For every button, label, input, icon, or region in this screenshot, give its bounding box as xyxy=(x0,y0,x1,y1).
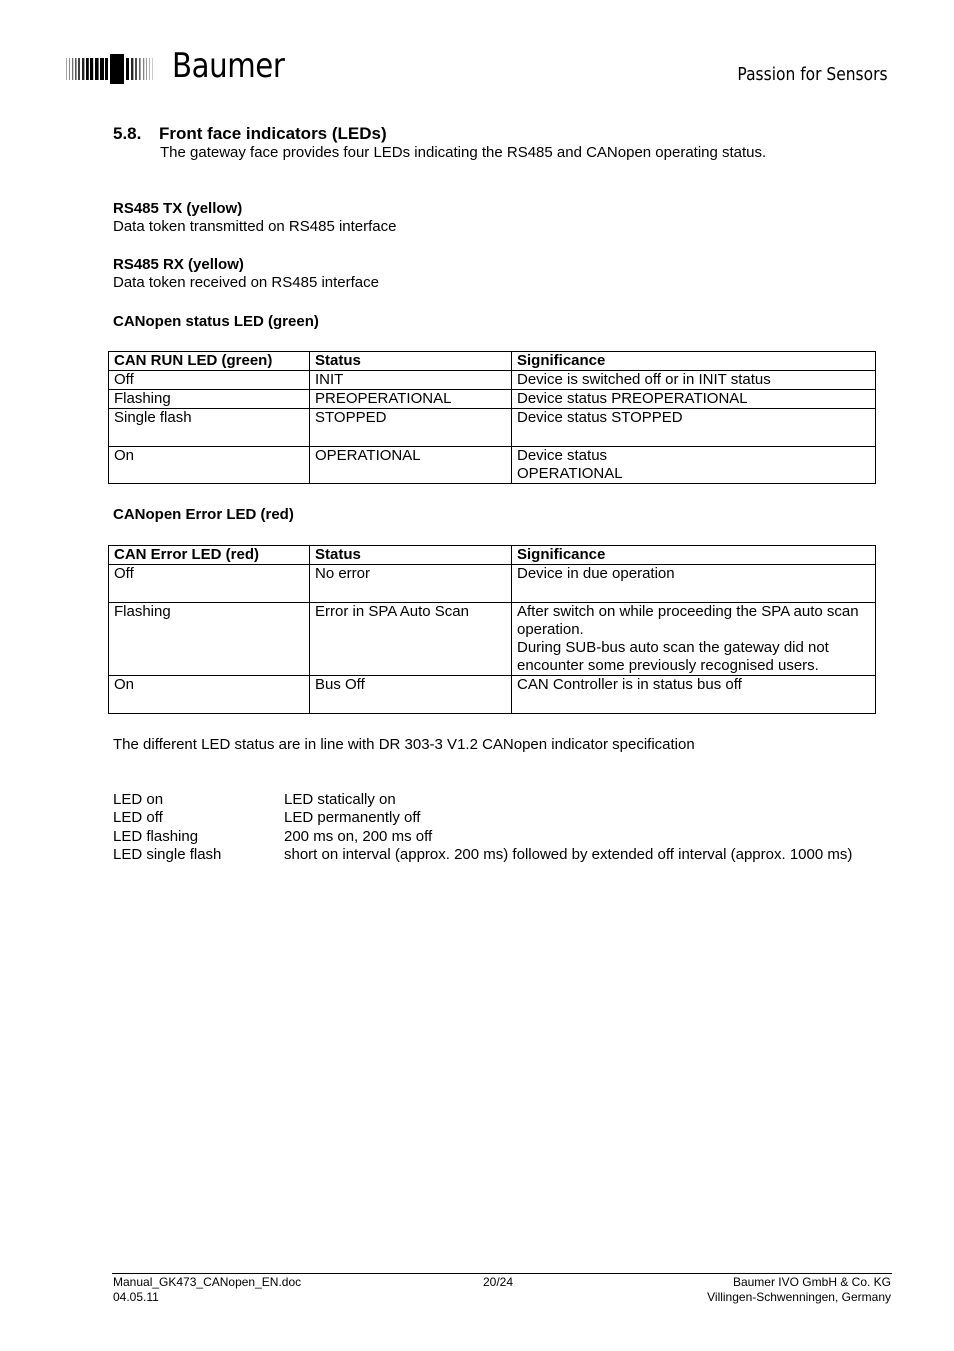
table-cell: PREOPERATIONAL xyxy=(310,390,512,409)
rs485-rx-text: Data token received on RS485 interface xyxy=(113,274,379,291)
cell-line: After switch on while proceeding the SPA auto scan operation. xyxy=(517,603,859,638)
column-header: Significance xyxy=(512,546,876,565)
baumer-logo-icon xyxy=(66,52,160,86)
column-header: Significance xyxy=(512,352,876,371)
brand-tagline: Passion for Sensors xyxy=(737,64,888,85)
definition-term: LED on xyxy=(113,791,164,808)
list-item xyxy=(113,846,873,864)
table-row xyxy=(109,447,876,484)
footer-filename: Manual_GK473_CANopen_EN.doc xyxy=(113,1275,302,1289)
table-cell: Single flash xyxy=(109,409,310,447)
column-header: Status xyxy=(310,546,512,565)
footer-date: 04.05.11 xyxy=(113,1290,159,1304)
canopen-error-heading: CANopen Error LED (red) xyxy=(113,506,294,523)
section-heading xyxy=(113,124,387,144)
rs485-tx-heading: RS485 TX (yellow) xyxy=(113,200,243,217)
list-item xyxy=(113,809,873,827)
column-header: Status xyxy=(310,352,512,371)
column-header: CAN RUN LED (green) xyxy=(109,352,310,371)
table-cell: Flashing xyxy=(109,390,310,409)
table-cell: Bus Off xyxy=(310,676,512,714)
definition-desc: 200 ms on, 200 ms off xyxy=(284,827,433,845)
table-cell: No error xyxy=(310,565,512,603)
can-run-led-table xyxy=(108,351,876,484)
footer-divider xyxy=(112,1273,892,1274)
table-cell: On xyxy=(109,447,310,484)
table-cell: On xyxy=(109,676,310,714)
spec-note: The different LED status are in line with DR 303-3 V1.2 CANopen indicator specification xyxy=(113,736,695,753)
table-cell: OPERATIONAL xyxy=(310,447,512,484)
footer-page-number: 20/24 xyxy=(483,1275,514,1289)
list-item xyxy=(113,791,873,809)
definition-term: LED off xyxy=(113,809,163,827)
definition-term: LED single flash xyxy=(113,845,222,863)
definition-desc: LED statically on xyxy=(284,791,396,808)
canopen-status-heading: CANopen status LED (green) xyxy=(113,313,319,330)
table-row xyxy=(109,371,876,390)
table-cell: Error in SPA Auto Scan xyxy=(310,603,512,676)
table-cell: STOPPED xyxy=(310,409,512,447)
list-item xyxy=(113,828,873,846)
definition-desc: short on interval (approx. 200 ms) followed by extended off interval (approx. 1000 ms) xyxy=(284,845,853,863)
table-cell: Off xyxy=(109,565,310,603)
section-number: 5.8. xyxy=(113,124,142,143)
led-definitions xyxy=(113,791,873,864)
table-header-row xyxy=(109,546,876,565)
table-row xyxy=(109,409,876,447)
column-header: CAN Error LED (red) xyxy=(109,546,310,565)
table-cell: Off xyxy=(109,371,310,390)
table-row xyxy=(109,603,876,676)
table-row xyxy=(109,565,876,603)
table-row xyxy=(109,676,876,714)
footer-location: Villingen-Schwenningen, Germany xyxy=(707,1290,891,1304)
rs485-tx-text: Data token transmitted on RS485 interface xyxy=(113,218,397,235)
section-title: Front face indicators (LEDs) xyxy=(159,124,387,143)
table-cell: Flashing xyxy=(109,603,310,676)
can-error-led-table xyxy=(108,545,876,714)
cell-line: Device status xyxy=(517,447,608,464)
footer-company: Baumer IVO GmbH & Co. KG xyxy=(732,1275,891,1289)
table-header-row xyxy=(109,352,876,371)
cell-line: During SUB-bus auto scan the gateway did not encounter some previously recognised users. xyxy=(517,639,829,674)
table-cell: INIT xyxy=(310,371,512,390)
table-row xyxy=(109,390,876,409)
table-cell: CAN Controller is in status bus off xyxy=(512,676,876,714)
table-cell xyxy=(512,603,876,676)
definition-desc: LED permanently off xyxy=(284,809,421,827)
brand-name: Baumer xyxy=(172,46,285,86)
section-intro: The gateway face provides four LEDs indicating the RS485 and CANopen operating status. xyxy=(160,144,767,161)
table-cell: Device status STOPPED xyxy=(512,409,876,447)
table-cell: Device status PREOPERATIONAL xyxy=(512,390,876,409)
cell-line: OPERATIONAL xyxy=(517,465,623,482)
definition-term: LED flashing xyxy=(113,827,199,845)
table-cell xyxy=(512,447,876,484)
table-cell: Device is switched off or in INIT status xyxy=(512,371,876,390)
table-cell: Device in due operation xyxy=(512,565,876,603)
rs485-rx-heading: RS485 RX (yellow) xyxy=(113,256,244,273)
